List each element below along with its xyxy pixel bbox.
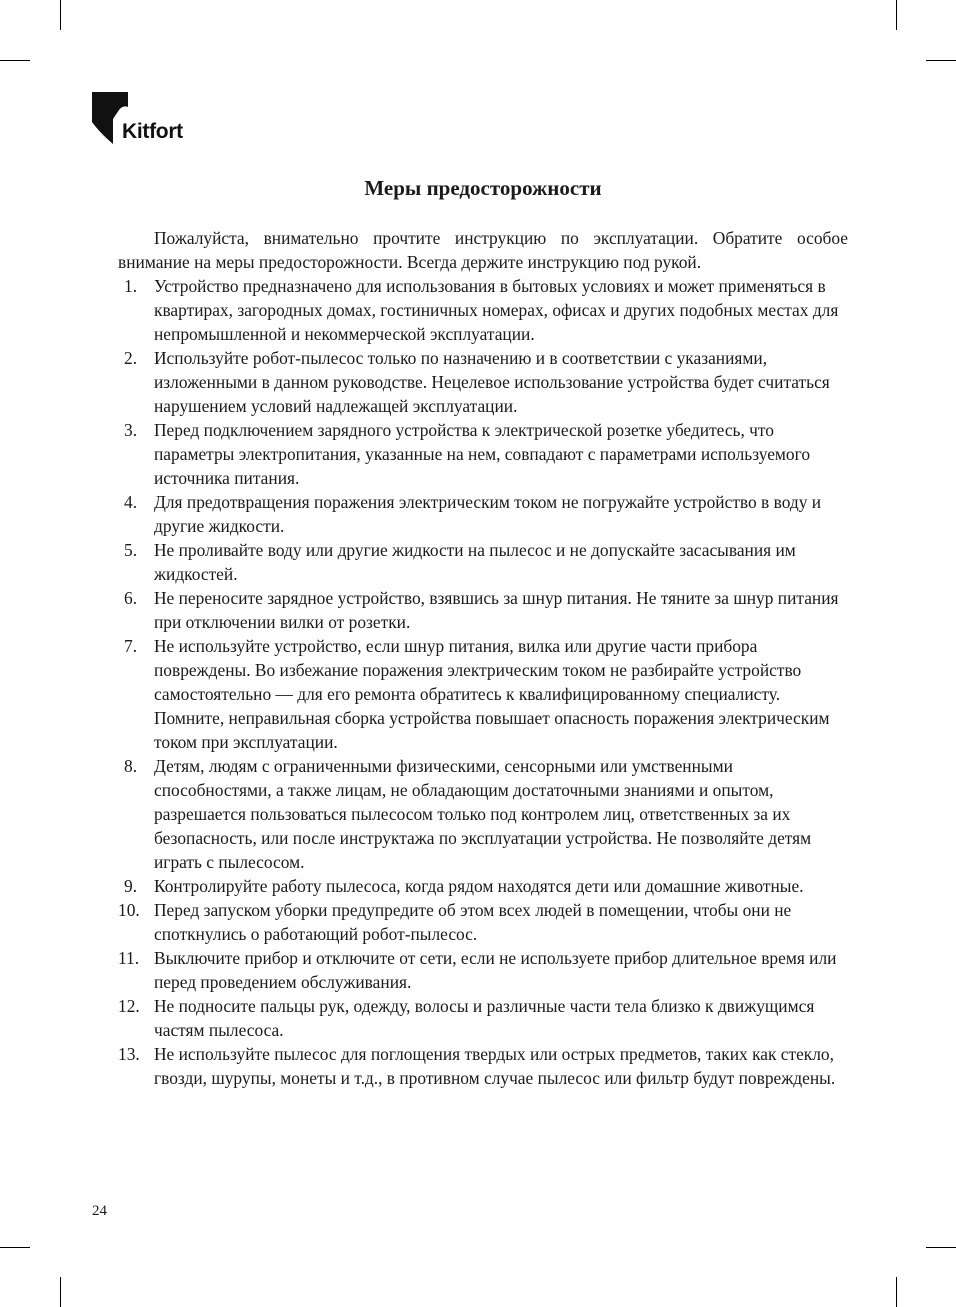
crop-mark [896, 1277, 897, 1307]
list-item-number: 5. [124, 540, 138, 560]
list-item [118, 994, 848, 1042]
crop-mark [0, 60, 30, 61]
list-item-number: 12. [118, 996, 140, 1016]
list-item [118, 490, 848, 538]
intro-paragraph: Пожалуйста, внимательно прочтите инструкцию по эксплуатации. Обратите особое внимание на меры предосторожности. Всегда держите инструкцию под рукой. [118, 228, 848, 272]
kitfort-logo [92, 92, 212, 144]
crop-mark [896, 0, 897, 30]
crop-mark [60, 1277, 61, 1307]
list-item-number: 11. [118, 948, 140, 968]
list-item-text: Используйте робот-пылесос только по назначению и в соответствии с указаниями, изложенными в данном руководстве. Нецелевое использование устройства будет считаться нарушением условий надлежащей эксплуатации. [154, 348, 830, 416]
crop-mark [0, 1247, 30, 1248]
list-item-text: Не переносите зарядное устройство, взявшись за шнур питания. Не тяните за шнур питания при отключении вилки от розетки. [154, 588, 839, 632]
list-item-number: 8. [124, 756, 138, 776]
list-item [118, 274, 848, 346]
list-item [118, 634, 848, 754]
crop-mark [926, 1247, 956, 1248]
list-item-text: Контролируйте работу пылесоса, когда рядом находятся дети или домашние животные. [154, 876, 804, 896]
list-item [118, 874, 848, 898]
list-item [118, 418, 848, 490]
list-item-number: 1. [124, 276, 138, 296]
crop-mark [926, 60, 956, 61]
list-item-text: Не проливайте воду или другие жидкости на пылесос и не допускайте засасывания им жидкостей. [154, 540, 796, 584]
document-body [118, 226, 848, 1090]
crop-mark [60, 0, 61, 30]
list-item [118, 346, 848, 418]
list-item [118, 754, 848, 874]
list-item-text: Перед подключением зарядного устройства к электрической розетке убедитесь, что параметры электропитания, указанные на нем, совпадают с параметрами используемого источника питания. [154, 420, 811, 488]
brand-name: Kitfort [122, 120, 183, 143]
list-item [118, 586, 848, 634]
precautions-list [118, 274, 848, 1090]
list-item-text: Не используйте устройство, если шнур питания, вилка или другие части прибора повреждены. Во избежание поражения электрическим током не разбирайте устройство самостоятельно — для его ремонта обратитесь к квалифицированному специалисту. Помните, неправильная сборка устройства повышает опасность поражения электрическим током при эксплуатации. [154, 636, 830, 752]
list-item-number: 10. [118, 900, 140, 920]
list-item-text: Выключите прибор и отключите от сети, если не используете прибор длительное время или перед проведением обслуживания. [154, 948, 837, 992]
list-item-text: Перед запуском уборки предупредите об этом всех людей в помещении, чтобы они не споткнулись о работающий робот-пылесос. [154, 900, 792, 944]
list-item-number: 9. [124, 876, 138, 896]
list-item-number: 2. [124, 348, 138, 368]
list-item-number: 7. [124, 636, 138, 656]
list-item-number: 3. [124, 420, 138, 440]
list-item-number: 6. [124, 588, 138, 608]
list-item-text: Детям, людям с ограниченными физическими, сенсорными или умственными способностями, а также лицам, не обладающим достаточными знаниями и опытом, разрешается пользоваться пылесосом только под контролем лиц, ответственных за их безопасность, или после инструктажа по эксплуатации устройства. Не позволяйте детям играть с пылесосом. [154, 756, 812, 872]
list-item [118, 538, 848, 586]
list-item-text: Для предотвращения поражения электрическим током не погружайте устройство в воду и другие жидкости. [154, 492, 822, 536]
list-item-number: 4. [124, 492, 138, 512]
list-item-text: Не используйте пылесос для поглощения твердых или острых предметов, таких как стекло, гвозди, шурупы, монеты и т.д., в противном случае пылесос или фильтр будут повреждены. [154, 1044, 836, 1088]
list-item-text: Не подносите пальцы рук, одежду, волосы и различные части тела близко к движущимся частям пылесоса. [154, 996, 815, 1040]
list-item [118, 1042, 848, 1090]
list-item [118, 898, 848, 946]
list-item-text: Устройство предназначено для использования в бытовых условиях и может применяться в квартирах, загородных домах, гостиничных номерах, офисах и других подобных местах для непромышленной и некоммерческой эксплуатации. [154, 276, 839, 344]
page-number: 24 [92, 1203, 107, 1219]
list-item [118, 946, 848, 994]
page-title: Меры предосторожности [364, 176, 602, 200]
list-item-number: 13. [118, 1044, 140, 1064]
